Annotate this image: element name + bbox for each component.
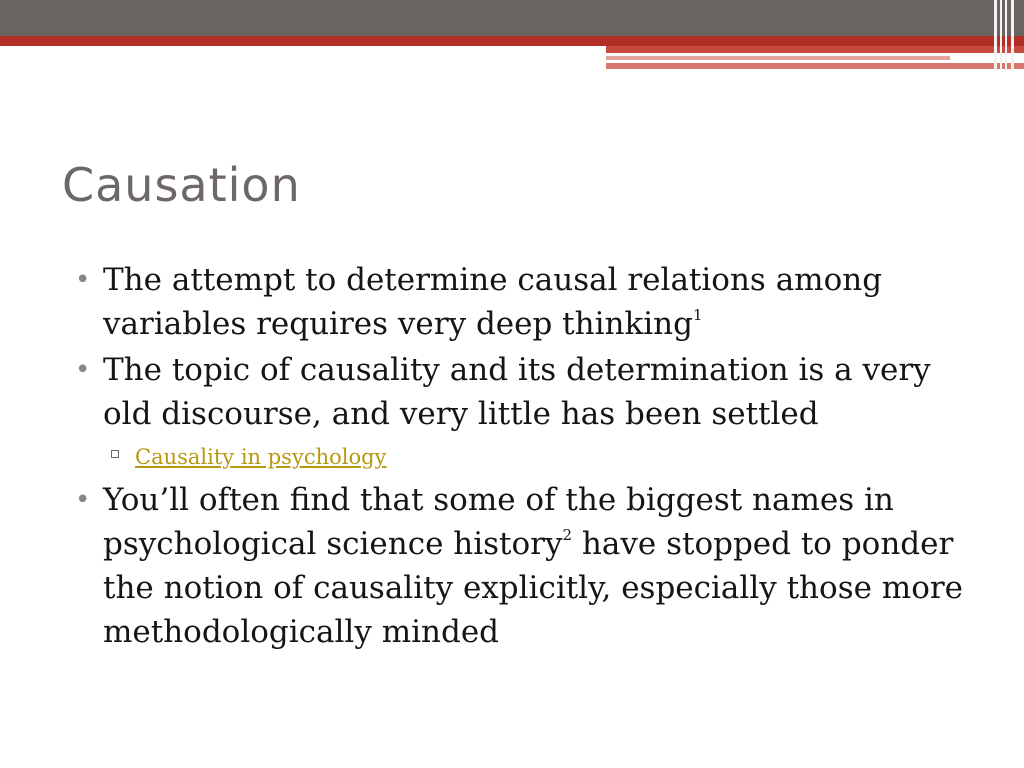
accent-stripe-3: [606, 63, 1024, 69]
accent-stripe-1: [606, 46, 1024, 53]
vertical-line-1: [994, 0, 997, 70]
bullet-text-continued: have stopped to ponder the notion of causality explicitly, especially those more methodologically minded: [103, 526, 964, 650]
bullet-text: The attempt to determine causal relations among variables requires very deep thinking: [103, 262, 883, 342]
vertical-line-3: [1005, 0, 1007, 70]
slide-title: Causation: [62, 158, 301, 212]
vertical-line-4: [1011, 0, 1014, 70]
accent-stripe-2: [606, 56, 950, 60]
bullet-dot-icon: •: [75, 355, 91, 385]
bullet-item-2: [75, 348, 975, 436]
bullet-text: You’ll often find that some of the biggest names in psychological science history: [103, 482, 894, 562]
bullet-item-3: [75, 478, 975, 654]
bullet-text: The topic of causality and its determination is a very old discourse, and very little has been settled: [103, 352, 931, 432]
top-red-bar: [0, 36, 1024, 46]
sub-bullet-item: [75, 440, 975, 474]
top-gray-bar: [0, 0, 1024, 36]
footnote-ref: 2: [562, 526, 573, 544]
bullet-dot-icon: •: [75, 485, 91, 515]
causality-link[interactable]: Causality in psychology: [135, 445, 387, 469]
footnote-ref: 1: [692, 306, 703, 324]
slide-body: [75, 258, 975, 656]
bullet-dot-icon: •: [75, 265, 91, 295]
square-bullet-icon: [111, 450, 119, 458]
bullet-item-1: [75, 258, 975, 346]
vertical-line-2: [1000, 0, 1002, 70]
